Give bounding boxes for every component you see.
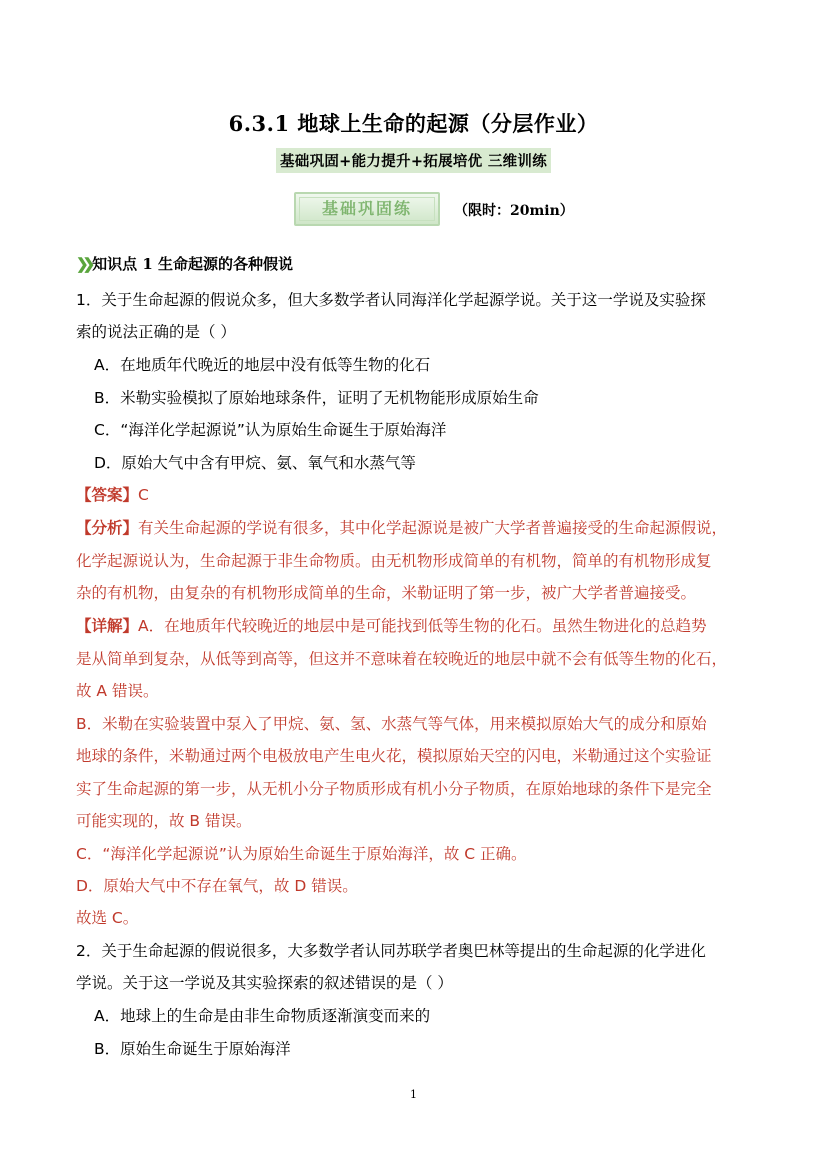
q1-detail-line-7: 可能实现的，故 B 错误。: [76, 812, 252, 830]
q1-detail-line-1: [76, 616, 756, 636]
page-title: 6.3.1 地球上生命的起源（分层作业）: [228, 111, 599, 136]
q1-option-a: A．在地质年代晚近的地层中没有低等生物的化石: [94, 356, 431, 374]
detail-text: A．在地质年代较晚近的地层中是可能找到低等生物的化石。虽然生物进化的总趋势: [138, 617, 707, 635]
answer-value: C: [138, 486, 149, 504]
q1-answer: [76, 485, 756, 505]
time-limit: （限时：20min）: [454, 203, 574, 219]
q1-option-d: D．原始大气中含有甲烷、氨、氧气和水蒸气等: [94, 454, 416, 472]
section-heading: [76, 253, 293, 274]
q1-analysis-line-3: 杂的有机物，由复杂的有机物形成简单的生命，米勒证明了第一步，被广大学者普遍接受。: [76, 584, 697, 602]
double-chevron-right-icon: ❯❯: [76, 254, 90, 273]
q1-detail-line-3: 故 A 错误。: [76, 682, 159, 700]
q1-option-c: C．“海洋化学起源说”认为原始生命诞生于原始海洋: [94, 421, 447, 439]
q1-analysis-line-1: [76, 518, 756, 538]
section-label: 知识点 1 生命起源的各种假说: [92, 255, 294, 273]
detail-tag: 【详解】: [76, 617, 139, 635]
level-badge: 基础巩固练: [294, 192, 440, 226]
page-number: 1: [410, 1088, 417, 1101]
q1-detail-line-6: 实了生命起源的第一步，从无机小分子物质形成有机小分子物质，在原始地球的条件下是完全: [76, 780, 712, 798]
q2-option-b: B．原始生命诞生于原始海洋: [94, 1040, 291, 1058]
q1-stem-line-1: 1．关于生命起源的假说众多，但大多数学者认同海洋化学起源学说。关于这一学说及实验探: [76, 291, 706, 309]
q2-stem-line-2: 学说。关于这一学说及其实验探索的叙述错误的是（ ）: [76, 974, 453, 992]
q1-detail-line-5: 地球的条件，米勒通过两个电极放电产生电火花，模拟原始天空的闪电，米勒通过这个实验证: [76, 747, 712, 765]
q1-conclusion: 故选 C。: [76, 909, 139, 927]
q1-analysis-line-2: 化学起源说认为，生命起源于非生命物质。由无机物形成简单的有机物，简单的有机物形成复: [76, 552, 712, 570]
q1-detail-line-4: B．米勒在实验装置中泵入了甲烷、氨、氢、水蒸气等气体，用来模拟原始大气的成分和原始: [76, 715, 707, 733]
q1-detail-line-9: D．原始大气中不存在氧气，故 D 错误。: [76, 877, 358, 895]
q1-option-b: B．米勒实验模拟了原始地球条件，证明了无机物能形成原始生命: [94, 389, 539, 407]
answer-tag: 【答案】: [76, 486, 139, 504]
q1-stem-line-2: 索的说法正确的是（ ）: [76, 323, 236, 341]
q2-stem-line-1: 2．关于生命起源的假说很多，大多数学者认同苏联学者奥巴林等提出的生命起源的化学进化: [76, 942, 706, 960]
page-subtitle: 基础巩固+能力提升+拓展培优 三维训练: [276, 148, 551, 173]
q1-detail-line-8: C．“海洋化学起源说”认为原始生命诞生于原始海洋，故 C 正确。: [76, 845, 527, 863]
q1-detail-line-2: 是从简单到复杂，从低等到高等，但这并不意味着在较晚近的地层中就不会有低等生物的化石，: [76, 650, 728, 668]
q2-option-a: A．地球上的生命是由非生命物质逐渐演变而来的: [94, 1007, 431, 1025]
subtitle-container: [0, 148, 827, 173]
analysis-text: 有关生命起源的学说有很多，其中化学起源说是被广大学者普遍接受的生命起源假说，: [138, 519, 728, 537]
analysis-tag: 【分析】: [76, 519, 139, 537]
